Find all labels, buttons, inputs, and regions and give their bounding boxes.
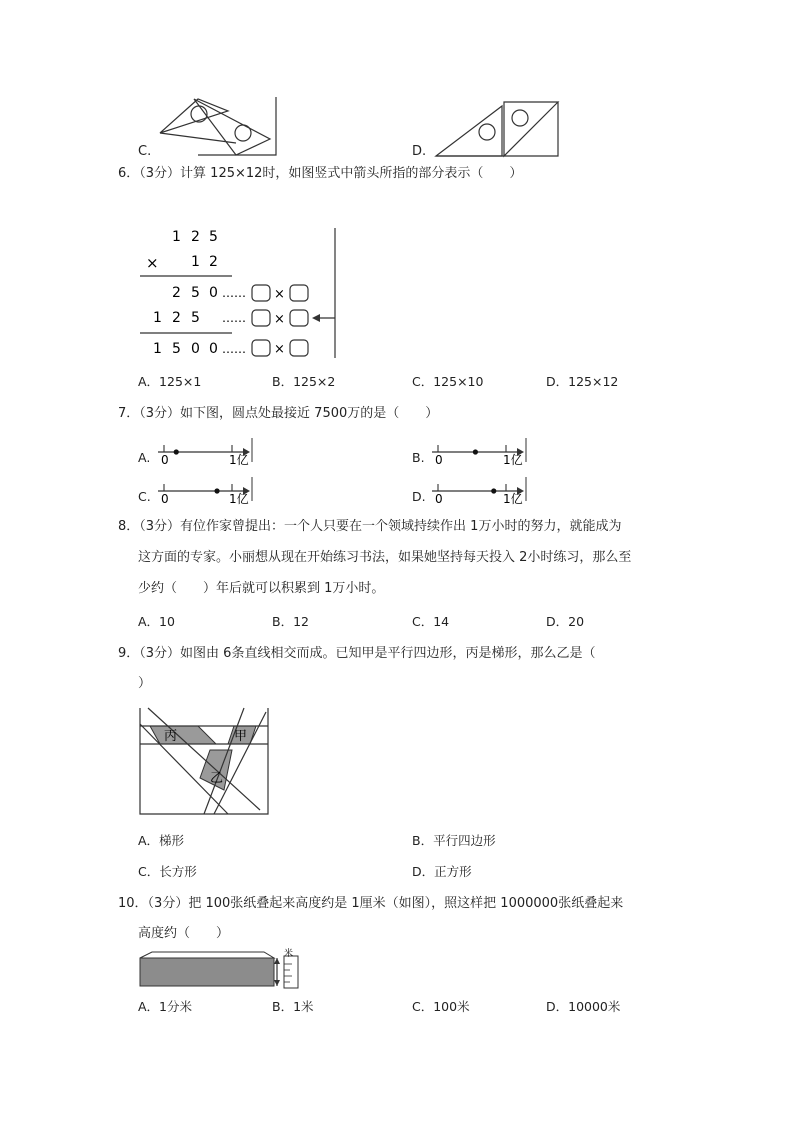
axis-label-start: 0 bbox=[435, 453, 443, 467]
q10-option-c[interactable]: C．100米 bbox=[412, 999, 470, 1014]
q7-option-d[interactable]: D. bbox=[412, 489, 426, 504]
q8-stem-line1: 8．（3分）有位作家曾提出：一个人只要在一个领域持续作出 1万小时的努力，就能成为 bbox=[118, 519, 622, 534]
axis-label-end: 1亿 bbox=[503, 453, 523, 467]
q10-paper-stack-figure bbox=[138, 950, 304, 990]
q9-option-d[interactable]: D．正方形 bbox=[412, 864, 472, 879]
q9-option-c[interactable]: C．长方形 bbox=[138, 864, 197, 879]
q9-region-bing bbox=[150, 726, 216, 744]
q9-stem-line1: 9．（3分）如图由 6条直线相交而成。已知甲是平行四边形，丙是梯形，那么乙是（ bbox=[118, 646, 596, 661]
axis-label-end: 1亿 bbox=[503, 492, 523, 506]
q9-option-a[interactable]: A．梯形 bbox=[138, 833, 185, 848]
q5-option-c-label: C. bbox=[138, 144, 152, 159]
q9-label-bing: 丙 bbox=[164, 729, 178, 744]
q6-row1-digit: 0 bbox=[209, 285, 218, 301]
q10-stem-line1: 10．（3分）把 100张纸叠起来高度约是 1厘米（如图），照这样把 1000000张纸叠起来 bbox=[118, 896, 624, 911]
q10-ruler bbox=[284, 956, 298, 988]
q6-row2-digit: 5 bbox=[191, 310, 200, 326]
q6-multiplicand-digit: 2 bbox=[191, 229, 200, 245]
q6-stem: 6．（3分）计算 125×12时，如图竖式中箭头所指的部分表示（ ） bbox=[118, 166, 523, 181]
q5-option-c-figure bbox=[158, 95, 280, 157]
q7-number-line-a bbox=[156, 438, 254, 467]
axis-dot bbox=[491, 488, 496, 493]
q7-number-line-c bbox=[156, 477, 254, 506]
q6-option-b[interactable]: B．125×2 bbox=[272, 374, 336, 389]
q6-row3-dots: …… bbox=[222, 342, 246, 356]
q6-row1-digit: 2 bbox=[172, 285, 181, 301]
q7-option-b[interactable]: B. bbox=[412, 450, 425, 465]
q6-option-d[interactable]: D．125×12 bbox=[546, 374, 619, 389]
q7-number-line-d bbox=[430, 477, 528, 506]
q8-option-d[interactable]: D．20 bbox=[546, 614, 585, 629]
q8-option-b[interactable]: B．12 bbox=[272, 614, 309, 629]
q6-multiply-sign: × bbox=[146, 254, 159, 272]
q10-ruler-label: 米 bbox=[284, 949, 294, 959]
q6-row2-dots: …… bbox=[222, 311, 246, 325]
q9-label-jia: 甲 bbox=[234, 729, 248, 744]
q6-row3-times: × bbox=[274, 342, 285, 357]
q6-row3-digit: 1 bbox=[153, 341, 162, 357]
q6-multiplier-digit: 1 bbox=[191, 254, 200, 270]
q6-multiplicand-digit: 5 bbox=[209, 229, 218, 245]
q6-row1-digit: 5 bbox=[191, 285, 200, 301]
q10-stem-line2: 高度约（ ） bbox=[138, 926, 230, 941]
axis-label-start: 0 bbox=[161, 453, 169, 467]
q10-option-a[interactable]: A．1分米 bbox=[138, 999, 193, 1014]
q5-option-d-label: D. bbox=[412, 144, 427, 159]
q6-vertical-multiplication-figure bbox=[138, 226, 338, 360]
q7-number-line-b bbox=[430, 438, 528, 467]
q6-row1-dots: …… bbox=[222, 286, 246, 300]
axis-dot bbox=[174, 449, 179, 454]
q6-row3-digit: 0 bbox=[191, 341, 200, 357]
q10-option-b[interactable]: B．1米 bbox=[272, 999, 314, 1014]
q10-paper-stack bbox=[140, 958, 274, 986]
axis-dot bbox=[214, 488, 219, 493]
axis-label-end: 1亿 bbox=[229, 453, 249, 467]
q6-row2-times: × bbox=[274, 312, 285, 327]
q8-option-c[interactable]: C．14 bbox=[412, 614, 450, 629]
q8-stem-line3: 少约（ ）年后就可以积累到 1万小时。 bbox=[138, 581, 385, 596]
q9-option-b[interactable]: B．平行四边形 bbox=[412, 833, 496, 848]
q6-multiplier-digit: 2 bbox=[209, 254, 218, 270]
q6-row2-digit: 1 bbox=[153, 310, 162, 326]
q6-multiplicand-digit: 1 bbox=[172, 229, 181, 245]
q6-row3-digit: 0 bbox=[209, 341, 218, 357]
q9-stem-line2: ） bbox=[138, 676, 152, 691]
q6-option-a[interactable]: A．125×1 bbox=[138, 374, 202, 389]
axis-label-start: 0 bbox=[435, 492, 443, 506]
q9-label-yi: 乙 bbox=[210, 771, 224, 786]
q7-option-a[interactable]: A. bbox=[138, 450, 151, 465]
q8-option-a[interactable]: A．10 bbox=[138, 614, 175, 629]
q6-row1-times: × bbox=[274, 287, 285, 302]
axis-label-end: 1亿 bbox=[229, 492, 249, 506]
q6-row3-digit: 5 bbox=[172, 341, 181, 357]
axis-label-start: 0 bbox=[161, 492, 169, 506]
q10-option-d[interactable]: D．10000米 bbox=[546, 999, 621, 1014]
q7-stem: 7．（3分）如下图，圆点处最接近 7500万的是（ ） bbox=[118, 406, 439, 421]
q7-option-c[interactable]: C. bbox=[138, 489, 151, 504]
q9-six-lines-figure bbox=[138, 706, 270, 816]
q6-row2-digit: 2 bbox=[172, 310, 181, 326]
q8-stem-line2: 这方面的专家。小丽想从现在开始练习书法，如果她坚持每天投入 2小时练习，那么至 bbox=[138, 550, 632, 565]
axis-dot bbox=[473, 449, 478, 454]
q6-option-c[interactable]: C．125×10 bbox=[412, 374, 484, 389]
q5-option-d-figure bbox=[432, 100, 562, 158]
